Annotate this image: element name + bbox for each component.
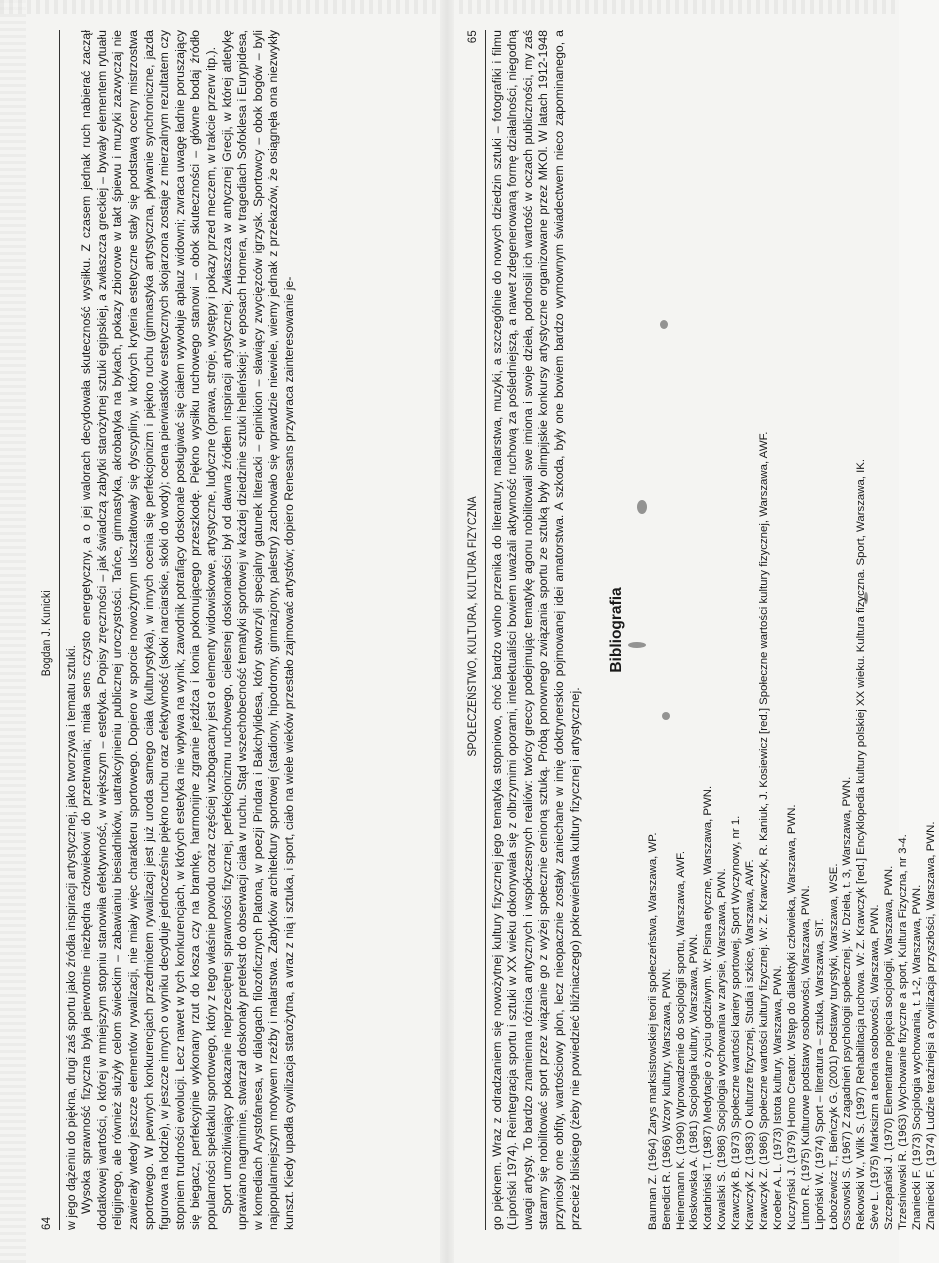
bibliography-entry: Kuczyński J. (1979) Homo Creator. Wstęp do dialektyki człowieka, Warszawa, PWN.: [785, 804, 798, 1230]
running-head-left: [40, 30, 60, 1230]
bibliography-entry: Rekowski W., Wilk S. (1997) Rehabilitacja ruchowa. W: Z. Krawczyk [red.] Encyklopedia kultury polskiej XX wieku. Kultura fizyczna. Sport, Warszawa, IK.: [855, 458, 868, 1230]
running-head-right: [466, 30, 486, 1230]
bibliography-entry: Lipoński W. (1974) Sport – literatura – sztuka, Warszawa, SiT.: [813, 918, 826, 1230]
bibliography-entry: Łobożewicz T., Bieńczyk G. (2001) Podstawy turystyki, Warszawa, WSE.: [827, 863, 840, 1230]
bibliography-entry: Sève L. (1975) Marksizm a teoria osobowości, Warszawa, PWN.: [869, 904, 882, 1230]
bibliography-entry: Krawczyk Z. (1983) O kulturze fizycznej, Studia i szkice, Warszawa, AWF.: [744, 859, 757, 1230]
left-page: [40, 30, 460, 1230]
bibliography-entry: Linton R. (1975) Kulturowe podstawy osobowości, Warszawa, PWN.: [799, 885, 812, 1230]
bibliography-entry: Szczepański J. (1970) Elementarne pojęcia socjologii, Warszawa, PWN.: [883, 865, 896, 1230]
right-page: [466, 30, 937, 1230]
bibliography-entry: Kowalski S. (1986) Socjologia wychowania w zarysie, Warszawa, PWN.: [716, 868, 729, 1230]
body-paragraph: Sport umożliwiający pokazanie nieprzeciętnej sprawności fizycznej, perfekcjonizmu ruchowego, cielesnej doskonałości był od dawna źródłem inspiracji artystycznej. Zwłaszcza w antycznej Grecji, w której atletykę uprawiano nagminnie, stwarzał doskonały pretekst do obserwacji ciała w ruchu. Stąd wszechobecność tematyki sportowej w każdej dziedzinie sztuki helleńskiej: w eposach Homera, w tragediach Sofoklesa i Eurypidesa, w komediach Arystofanesa, w dialogach filozoficznych Platona, w poezji Pindara i Bakchylidesa, który stworzyli specjalny gatunek literacki – epinikion – sławiący zwycięzców igrzysk. Sportowcy – obok bogów – byli najpopularniejszym motywem rzeźby i malarstwa. Zabytków architektury sportowej (stadiony, hipodromy, gimnazjony, palestry) zachowało się wprawdzie niewiele, wiemy jednak z przekazów, że osiągnęła ona niezwykły kunszt. Kiedy upadła cywilizacja starożytna, a wraz z nią i sztuka, i sport, ciało na wiele wieków przestało zajmować artystów; dopiero Renesans przywraca zainteresowanie je-: [219, 30, 296, 1230]
bibliography-entry: Krawczyk B. (1973) Społeczne wartości kariery sportowej, Sport Wyczynowy, nr 1.: [730, 815, 743, 1230]
page-number-left: 64: [41, 1216, 53, 1230]
bibliography-list: [647, 30, 939, 1230]
bibliography-entry: Krawczyk Z. (1986) Społeczne wartości kultury fizycznej. W: Z. Krawczyk, R. Kaniuk, J. Kosiewicz [red.] Społeczne wartości kultury fizycznej, Warszawa, AWF.: [758, 431, 770, 1230]
bibliography-entry: Kroeber A. L. (1973) Istota kultury, Warszawa, PWN.: [771, 965, 784, 1230]
bibliography-entry: Ossowski S. (1967) Z zagadnień psychologii społecznej. W: Dzieła, t. 3, Warszawa, PWN.: [841, 776, 854, 1230]
body-paragraph: Wysoka sprawność fizyczna była pierwotnie niezbędna człowiekowi do przetrwania; miała sens czysto energetyczny, a o jej walorach decydowała skuteczność wysiłku. Z czasem jednak ruch nabierać zaczął dodatkowej wartości, o której w mniejszym stopniu stanowiła efektywność, w większym – estetyka. Popisy zręczności – jak świadczą zabytki starożytnej sztuki egipskiej, a zwłaszcza greckiej – bywały elementem rytuału religijnego, ale również służyły celom świeckim – zabawianiu biesiadników, uatrakcyjnieniu publicznej uroczystości. Tańce, gimnastyka, akrobatyka na bykach, pokazy zbiorowe w takt śpiewu i muzyki zazwyczaj nie zawierały wtedy jeszcze elementów rywalizacji, nie miały więc charakteru sportowego. Dopiero w sporcie nowożytnym ukształtowały się dyscypliny, w których kryteria estetyczne stały się podstawą oceny mistrzostwa sportowego. W pewnych konkurencjach przedmiotem rywalizacji jest już uroda samego ciała (kulturystyka), w innych ocenia się perfekcjonizm i piękno ruchu (gimnastyka artystyczna, pływanie synchroniczne, jazda figurowa na lodzie), w jeszcze innych o wyniku decyduje jednocześnie piękno ruchu oraz efektywność (skoki narciarskie, skoki do wody); ocena pierwiastków estetycznych skojarzona zostaje z mierzalnym rezultatem czy stopniem trudności ewolucji. Lecz nawet w tych konkurencjach, w których estetyka nie wpływa na wynik, zawodnik potrafiący doskonale posługiwać się ciałem wywołuje aplauz widowni; zwraca uwagę ładnie poruszający się biegacz, perfekcyjnie wykonany rzut do kosza czy na bramkę, harmonijne zgranie jeźdźca i konia pokonującego przeszkodę. Piękno wysiłku ruchowego stanowi – obok skuteczności – główne bodaj źródło popularności spektaklu sportowego, który z tego właśnie powodu coraz częściej wzbogacany jest o elementy widowiskowe, artystyczne, ludyczne (oprawa, stroje, występy i pokazy przed meczem, w trakcie przerw itp.).: [79, 30, 218, 1230]
running-title-right: SPOŁECZEŃSTWO, KULTURA, KULTURA FIZYCZNA: [467, 496, 479, 757]
bibliography-entry: Kotarbiński T. (1987) Medytacje o życiu godziwym. W: Pisma etyczne, Warszawa, PWN.: [702, 785, 715, 1230]
body-paragraph: w jego dążeniu do piękna, drugi zaś sportu jako źródła inspiracji artystycznej, jako tworzywa i tematu sztuki.: [63, 644, 78, 1230]
bibliography-entry: Znaniecki F. (1974) Ludzie teraźniejsi a cywilizacja przyszłości, Warszawa, PWN.: [924, 821, 937, 1230]
bibliography-entry: Heinemann K. (1990) Wprowadzenie do socjologii sportu, Warszawa, AWF.: [674, 850, 687, 1230]
bibliography-entry: Trześniowski R. (1963) Wychowanie fizyczne a sport, Kultura Fizyczna, nr 3-4.: [897, 834, 910, 1230]
body-paragraph: go pięknem. Wraz z odradzaniem się nowożytnej kultury fizycznej jego tematyka stopniowo, choć bardzo wolno przenika do literatury, malarstwa, muzyki, a szczególnie do nowych dziedzin sztuki – fotografiki i filmu (Lipoński 1974). Reintegracja sportu i sztuki w XX wieku dokonywała się z olbrzymimi oporami, intelektualiści bowiem uważali aktywność ruchową za pośledniejszą, a nawet zdegenerowaną formę działalności, niegodną uwagi artysty. To bardzo znamienna różnica antycznych i współczesnych realiów: twórcy greccy podejmując tematykę agonu nobilitowali swe imiona i swoje dzieła, podnosili ich wartość w oczach publiczności, my zaś staramy się nobilitować sport przez wiązanie go z wyżej społecznie cenioną sztuką. Próbą ponownego związania sportu ze sztuką były olimpijskie konkursy artystyczne organizowane przez MKOl. W latach 1912-1948 przyniosły one obfity, wartościowy plon, lecz nieopacznie zostały zaniechane w imię doktrynerskio pojmowanej idei amatorstwa. A szkoda, były one bowiem bardzo wymownym świadectwem nieco zapominanego, a przecież bliskiego (żeby nie powiedzieć bliźniaczego) pokrewieństwa kultury fizycznej i artystycznej.: [489, 30, 582, 1230]
bibliography-entry: Bauman Z. (1964) Zarys marksistowskiej teorii społeczeństwa, Warszawa, WP.: [646, 832, 659, 1230]
bibliography-entry: Benedict R. (1966) Wzory kultury, Warszawa, PWN.: [660, 968, 673, 1230]
page-number-right: 65: [467, 30, 479, 44]
running-title-left: Bogdan J. Kunicki: [41, 590, 53, 677]
bibliography-heading: Bibliografia: [608, 587, 626, 673]
scan-edge-left: [0, 0, 26, 1263]
bibliography-entry: Znaniecki F. (1973) Socjologia wychowania, t. 1-2, Warszawa, PWN.: [910, 884, 923, 1230]
bibliography-entry: Kłoskowska A. (1981) Socjologia kultury, Warszawa, PWN.: [688, 933, 701, 1230]
